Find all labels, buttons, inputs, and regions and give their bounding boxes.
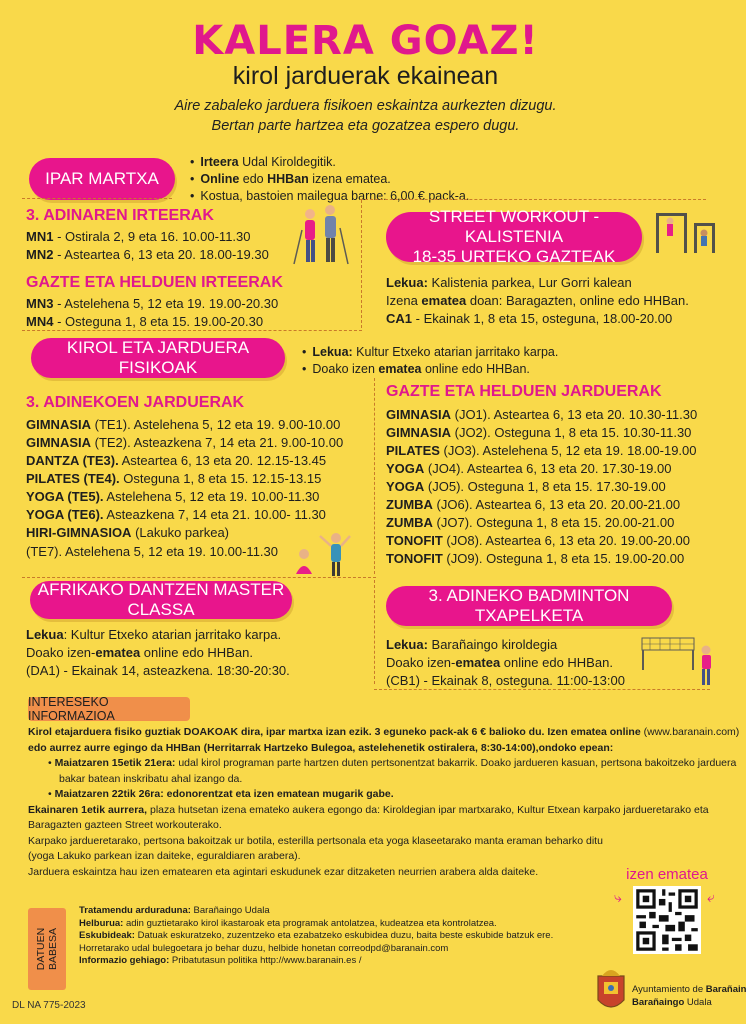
kirol-pill: [31, 338, 285, 378]
intro-line-2: Bertan parte hartzea eta gozatzea espero dugu.: [211, 118, 520, 134]
nordic-walkers-icon: [288, 200, 350, 268]
ipar-adina-schedule: [26, 228, 269, 264]
afrika-pill: [30, 581, 292, 619]
divider: [22, 198, 172, 199]
activity-name: HIRI-GIMNASIOA: [26, 525, 132, 540]
schedule-line: [386, 460, 697, 478]
activity-schedule: (JO5). Osteguna 1, 8 eta 15. 17.30-19.00: [424, 479, 666, 494]
activity-schedule: (Lakuko parkea): [131, 525, 230, 540]
badminton-info: [386, 636, 625, 690]
street-workout-label-1: STREET WORKOUT - KALISTENIA: [428, 207, 600, 246]
arrow-right-icon: ⤷: [614, 889, 622, 905]
badminton-net-icon: [640, 630, 720, 688]
ipar-info: [190, 154, 469, 205]
divider: [361, 200, 362, 328]
activity-schedule: (JO2). Osteguna 1, 8 eta 15. 10.30-11.30: [451, 425, 692, 440]
activity-schedule: Astelehena 5, 12 eta 19. 10.00-11.30: [103, 489, 320, 504]
info-tag: [28, 697, 190, 721]
activity-schedule: (JO6). Asteartea 6, 13 eta 20. 20.00-21.00: [432, 497, 681, 512]
activity-schedule: (JO9). Osteguna 1, 8 eta 15. 19.00-20.00: [442, 551, 685, 566]
activity-name: PILATES: [386, 443, 440, 458]
municipality-line-2: Barañaingo Udala: [632, 997, 712, 1008]
divider: [374, 689, 710, 690]
street-location: Lekua: Kalistenia parkea, Lur Gorri kalean: [386, 275, 632, 290]
schedule-line: MN4 - Osteguna 1, 8 eta 15. 19.00-20.30: [26, 314, 264, 329]
activity-schedule: (JO4). Asteartea 6, 13 eta 20. 17.30-19.00: [424, 461, 672, 476]
divider: [374, 580, 375, 684]
badminton-registration: Doako izen-ematea online edo HHBan.: [386, 655, 613, 670]
info-paragraph: Jarduera eskaintza hau izen ematearen eta agintari eskudunek ezar ditzaketen neurrien arabera alda daiteke.: [28, 865, 539, 878]
activity-schedule: (JO1). Asteartea 6, 13 eta 20. 10.30-11.30: [451, 407, 698, 422]
schedule-line: MN3 - Astelehena 5, 12 eta 19. 19.00-20.30: [26, 296, 279, 311]
section-heading: GAZTE ETA HELDUEN JARDUERAK: [386, 383, 662, 400]
ipar-bullet-2: • Online edo HHBan izena ematea.: [190, 171, 469, 188]
kirol-bullet-1: • Lekua: Kultur Etxeko atarian jarritako karpa.: [302, 344, 558, 361]
activity-name: TONOFIT: [386, 551, 443, 566]
adinekoak-schedule: [26, 416, 343, 542]
activity-name: GIMNASIA: [26, 435, 91, 450]
ipar-martxa-label: IPAR MARTXA: [45, 169, 159, 188]
street-workout-pill: [386, 207, 642, 266]
kirol-label: KIROL ETA JARDUERA FISIKOAK: [66, 338, 250, 377]
ipar-bullet-3: • Kostua, bastoien mailegua barne: 6,00 € pack-a.: [190, 188, 469, 205]
badminton-schedule: (CB1) - Ekainak 8, osteguna. 11:00-13:00: [386, 673, 625, 688]
activity-schedule: (JO8). Asteartea 6, 13 eta 20. 19.00-20.00: [442, 533, 690, 548]
afrika-label: AFRIKAKO DANTZEN MASTER CLASSA: [37, 580, 285, 619]
activity-schedule: (JO7). Osteguna 1, 8 eta 15. 20.00-21.00: [432, 515, 675, 530]
calisthenics-icon: [654, 209, 716, 255]
schedule-line: [26, 506, 343, 524]
legal-deposit: DL NA 775-2023: [12, 1000, 86, 1011]
section-heading: GAZTE ETA HELDUEN IRTEERAK: [26, 274, 283, 291]
schedule-line: [386, 532, 697, 550]
info-paragraph: Kirol etajarduera fisiko guztiak DOAKOAK dira, ipar martxa izan ezik. 3 eguneko pack-ak 6 € balioko du. Izen ematea online (www.baranain.com): [28, 726, 740, 738]
ipar-martxa-pill: [29, 158, 175, 200]
datuen-row: Helburua: adin guztietarako kirol ikastaroak eta programak antolatzea, kudeatzea eta kontrolatzea.: [79, 917, 497, 929]
datuen-info: [79, 905, 553, 968]
activity-name: GIMNASIA: [386, 425, 451, 440]
datuen-tag-line-2: BABESA: [47, 927, 59, 971]
schedule-line: [386, 424, 697, 442]
activity-schedule: (TE1). Astelehena 5, 12 eta 19. 9.00-10.00: [91, 417, 341, 432]
activity-schedule: Osteguna 1, 8 eta 15. 12.15-13.15: [119, 471, 322, 486]
kirol-bullet-2: • Doako izen ematea online edo HHBan.: [302, 361, 558, 378]
schedule-line: [26, 488, 343, 506]
info-tag-label: INTERESEKO INFORMAZIOA: [28, 695, 115, 723]
municipality-line-1: Ayuntamiento de Barañain: [632, 984, 746, 995]
divider: [22, 330, 362, 331]
info-paragraph: (yoga Lakuko parkean izan daiteke, eguraldiaren arabera).: [28, 850, 301, 862]
municipality-name: [632, 983, 746, 1009]
schedule-line: [386, 442, 697, 460]
street-registration: Izena ematea doan: Baragazten, online edo HHBan.: [386, 293, 689, 308]
page-subtitle: kirol jarduerak ekainean: [232, 62, 499, 90]
afrika-location: Lekua: Kultur Etxeko atarian jarritako karpa.: [26, 627, 282, 642]
section-heading: 3. ADINAREN IRTEERAK: [26, 207, 214, 224]
badminton-location: Lekua: Barañaingo kiroldegia: [386, 637, 558, 652]
activity-schedule: (TE2). Asteazkena 7, 14 eta 21. 9.00-10.00: [91, 435, 344, 450]
afrika-registration: Doako izen-ematea online edo HHBan.: [26, 645, 253, 660]
activity-schedule: Asteartea 6, 13 eta 20. 12.15-13.45: [118, 453, 327, 468]
activity-name: YOGA (TE5).: [26, 489, 104, 504]
info-paragraph: Baragazten gazteen Street workouterako.: [28, 819, 222, 831]
ipar-gazte-schedule: [26, 295, 278, 331]
schedule-line: [26, 452, 343, 470]
info-paragraph: Ekainaren 1etik aurrera, plaza hutsetan izena emateko aukera egongo da: Kiroldegian ipar martxarako, Kultur Etxean karpako jardueretarako eta: [28, 803, 709, 816]
info-paragraph: Karpako jardueretarako, pertsona bakoitzak ur botila, esterilla pertsonala eta yoga klaseetarako manta eraman beharko ditu: [28, 834, 603, 847]
divider: [360, 199, 706, 200]
activity-name: YOGA: [386, 479, 425, 494]
arrow-left-icon: ⤶: [707, 889, 715, 905]
registration-qr-code[interactable]: [633, 886, 701, 954]
intro-line-1: Aire zabaleko jarduera fisikoen eskaintza aurkezten dizugu.: [174, 98, 557, 114]
info-text: [28, 725, 740, 880]
activity-name: TONOFIT: [386, 533, 443, 548]
schedule-line: [386, 478, 697, 496]
datuen-row: Tratamendu arduraduna: Barañaingo Udala: [79, 905, 270, 916]
gazteak-schedule: [386, 406, 697, 568]
qr-label: izen ematea: [626, 866, 708, 883]
schedule-line: [26, 470, 343, 488]
afrika-info: [26, 626, 290, 680]
page-title: KALERA GOAZ!: [192, 18, 539, 64]
divider: [374, 378, 375, 574]
baranain-coat-of-arms-icon: [592, 966, 630, 1018]
activity-name: YOGA: [386, 461, 425, 476]
activity-name: GIMNASIA: [26, 417, 91, 432]
activity-name: PILATES (TE4).: [26, 471, 120, 486]
street-schedule: CA1 - Ekainak 1, 8 eta 15, osteguna, 18.00-20.00: [386, 311, 673, 326]
activity-schedule: Asteazkena 7, 14 eta 21. 10.00- 11.30: [103, 507, 326, 522]
ipar-bullet-1: • Irteera Udal Kiroldegitik.: [190, 154, 469, 171]
activity-name: ZUMBA: [386, 497, 433, 512]
activity-name: DANTZA (TE3).: [26, 453, 119, 468]
schedule-line: [386, 406, 697, 424]
street-workout-label-2: 18-35 URTEKO GAZTEAK: [412, 247, 616, 266]
schedule-line: [386, 550, 697, 568]
info-bullet: • Maiatzaren 15etik 21era: udal kirol programan parte hartzen duten pertsonentzat bakarrik. Doako jardueren kasuan, pertsona bakoitzeko jarduera: [48, 757, 737, 769]
datuen-row: Eskubideak: Datuak eskuratzeko, zuzentzeko eta ezabatzeko eskubidea duzu, baita beste eskubide batzuk ere.: [79, 930, 554, 942]
datuen-row: Horretarako udal bulegoetara jo behar duzu, helbide honetan correodpd@baranain.com: [79, 942, 449, 954]
datuen-row: Informazio gehiago: Pribatutasun politika http://www.baranain.es /: [79, 955, 362, 967]
schedule-line: MN1 - Ostirala 2, 9 eta 16. 10.00-11.30: [26, 229, 251, 244]
section-heading: 3. ADINEKOEN JARDUERAK: [26, 394, 245, 411]
activity-name: GIMNASIA: [386, 407, 451, 422]
datuen-tag-line-1: DATUEN: [35, 927, 47, 971]
schedule-line: [26, 434, 343, 452]
info-bullet: • Maiatzaren 22tik 26ra: edonorentzat eta izen ematean mugarik gabe.: [48, 788, 394, 800]
activity-name: YOGA (TE6).: [26, 507, 104, 522]
activity-schedule: (JO3). Astelehena 5, 12 eta 19. 18.00-19.00: [439, 443, 697, 458]
datuen-babesa-tag: [28, 908, 66, 990]
activity-name: ZUMBA: [386, 515, 433, 530]
schedule-line: (TE7). Astelehena 5, 12 eta 19. 10.00-11.30: [26, 544, 278, 559]
afrika-schedule: (DA1) - Ekainak 14, asteazkena. 18:30-20:30.: [26, 663, 290, 678]
info-bullet-cont: bakar batean inskribatu ahal izango da.: [59, 772, 243, 785]
gymnastics-icon: [290, 528, 352, 578]
qr-code-icon: [633, 886, 701, 954]
info-paragraph: edo aurrez aurre egingo da HHBan (Herritarrak Hartzeko Bulegoa, astelehenetik ostiralera, 8:30-14:00),ondoko epean:: [28, 741, 614, 754]
badminton-pill: [386, 586, 672, 626]
kirol-info: [302, 344, 558, 378]
badminton-label: 3. ADINEKO BADMINTON TXAPELKETA: [428, 586, 630, 625]
schedule-line: [26, 416, 343, 434]
schedule-line: [386, 496, 697, 514]
schedule-line: [386, 514, 697, 532]
street-info: [386, 274, 689, 328]
schedule-line: MN2 - Asteartea 6, 13 eta 20. 18.00-19.30: [26, 247, 269, 262]
intro-text: [0, 96, 731, 136]
divider: [22, 577, 376, 578]
